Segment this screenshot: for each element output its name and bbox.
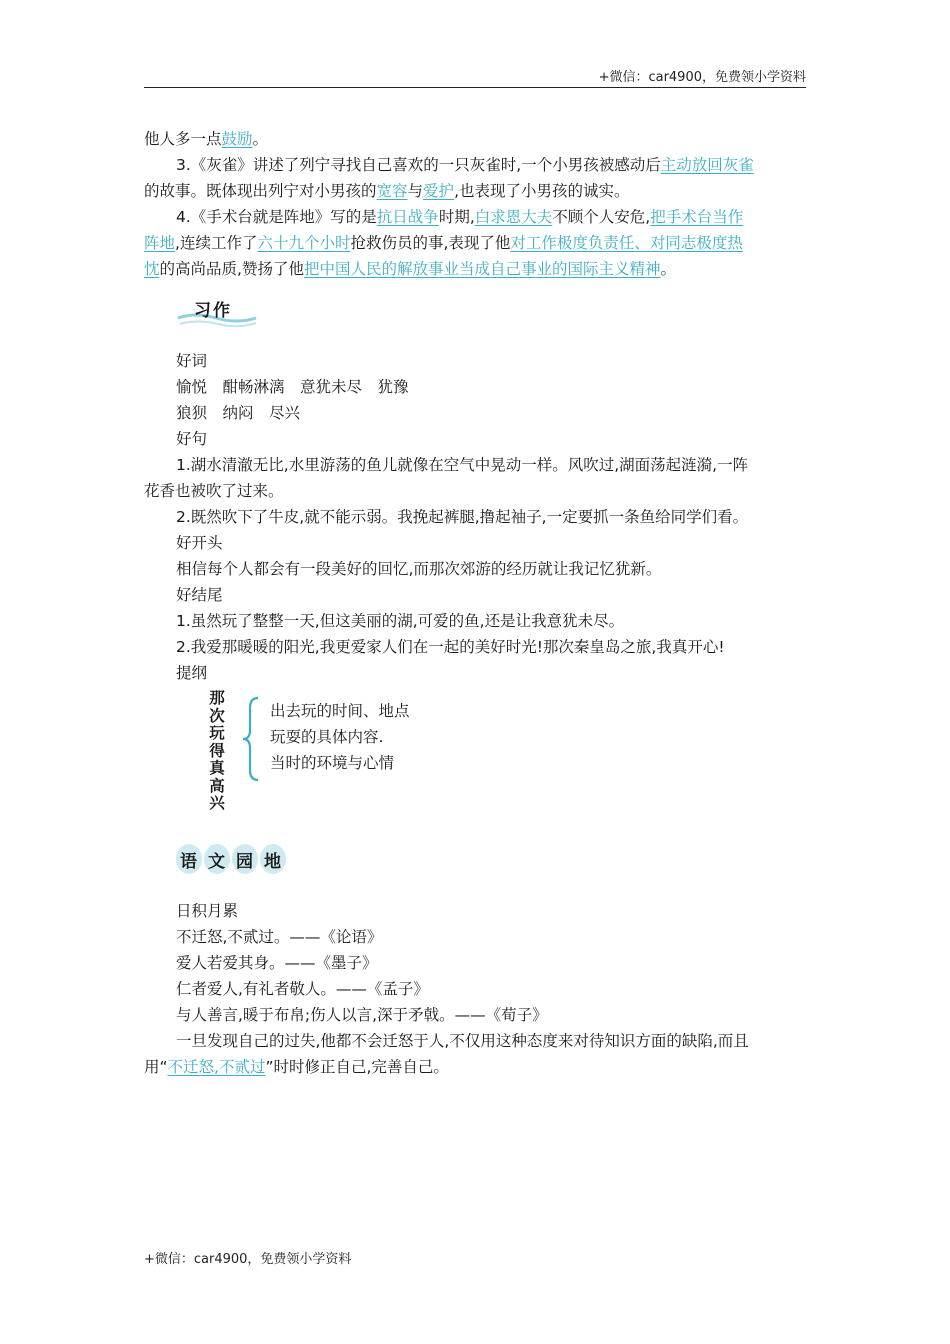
tigang-label: 提纲: [176, 664, 208, 682]
haoci-label: 好词: [176, 352, 208, 370]
xizuo-section: [144, 348, 806, 686]
haoci-row: 狼狈 纳闷 尽兴: [176, 404, 301, 422]
paragraph-4: [144, 204, 806, 282]
outline-item: 当时的环境与心情: [270, 754, 395, 772]
outline-items: [270, 698, 570, 776]
quote-line: 与人善言,暖于布帛;伤人以言,深于矛戟。——《荀子》: [176, 1006, 548, 1024]
outline-title-char: 得: [209, 741, 225, 760]
kaitou-text: 相信每个人都会有一段美好的回忆,而那次郊游的经历就让我记忆犹新。: [176, 560, 662, 578]
yuwen-char: 地: [264, 852, 281, 872]
outline-title-char: 次: [209, 706, 225, 725]
header-text: +微信：car4900，免费领小学资料: [598, 70, 806, 85]
text: 与: [407, 182, 424, 200]
text: 他人多一点: [144, 130, 222, 148]
text: 。: [252, 130, 269, 148]
text: 4.《手术台就是阵地》写的是: [176, 208, 377, 226]
yuwen-section: [144, 898, 806, 1080]
answer-blank: 六十九个小时: [257, 234, 351, 252]
haoju-sentence: [144, 452, 806, 504]
outline-item: 出去玩的时间、地点: [270, 702, 410, 720]
text: 抢救伤员的事,表现了他: [350, 234, 511, 252]
outline-title-char: 真: [209, 759, 225, 777]
answer-blank: 不迁怒,不贰过: [167, 1058, 266, 1076]
answer-blank: 白求恩大夫: [474, 208, 553, 226]
jiewei-sentence: 1.虽然玩了整整一天,但这美丽的湖,可爱的鱼,还是让我意犹未尽。: [176, 612, 625, 630]
xizuo-title: 习作: [194, 301, 232, 321]
text: 用“: [144, 1058, 168, 1076]
kaitou-label: 好开头: [176, 534, 223, 552]
text: 的故事。既体现出列宁对小男孩的: [144, 182, 377, 200]
answer-blank: 主动放回灰雀: [660, 156, 754, 174]
text: 3.《灰雀》讲述了列宁寻找自己喜欢的一只灰雀时,一个小男孩被感动后: [176, 156, 661, 174]
paragraph-3: [144, 152, 806, 204]
text: 一旦发现自己的过失,他都不会迁怒于人,不仅用这种态度来对待知识方面的缺陷,而且: [176, 1032, 749, 1050]
text: 的高尚品质,赞扬了他: [159, 260, 304, 278]
outline-title: [206, 690, 228, 813]
haoju-label: 好句: [176, 430, 208, 448]
haoju-sentence: 2.既然吹下了牛皮,就不能示弱。我挽起裤腿,撸起袖子,一定要抓一条鱼给同学们看。: [176, 508, 749, 526]
haoci-row: 愉悦 酣畅淋漓 意犹未尽 犹豫: [176, 378, 409, 396]
text: ”时时修正自己,完善自己。: [265, 1058, 449, 1076]
text: ,连续工作了: [175, 234, 258, 252]
paragraph-continued: [144, 126, 806, 152]
quote-line: 不迁怒,不贰过。——《论语》: [176, 928, 383, 946]
footer-text: +微信：car4900，免费领小学资料: [144, 1252, 352, 1267]
outline-title-char: 兴: [209, 794, 225, 812]
outline-title-char: 玩: [209, 724, 225, 742]
text: ,也表现了小男孩的诚实。: [454, 182, 630, 200]
jiewei-sentence: 2.我爱那暖暖的阳光,我更爱家人们在一起的美好时光!那次秦皇岛之旅,我真开心!: [176, 638, 725, 656]
quote-line: 仁者爱人,有礼者敬人。——《孟子》: [176, 980, 429, 998]
explanation-paragraph: [144, 1028, 806, 1080]
outline-item: 玩耍的具体内容.: [270, 728, 384, 746]
yuwen-char: 语: [180, 852, 197, 872]
answer-blank: 把中国人民的解放事业当成自己事业的国际主义精神: [303, 260, 661, 278]
text: 。: [660, 260, 676, 278]
curly-brace-icon: [240, 696, 262, 782]
xizuo-badge: [176, 294, 258, 330]
text: 不顾个人安危,: [552, 208, 651, 226]
yuwen-char: 文: [208, 852, 225, 872]
answer-blank: 把手术台当作: [650, 208, 744, 226]
riji-label: 日积月累: [176, 902, 239, 920]
text: 花香也被吹了过来。: [144, 482, 284, 500]
answer-blank: 爱护: [423, 182, 455, 200]
answer-blank: 阵地: [144, 234, 176, 252]
answer-blank: 对工作极度负责任、对同志极度热: [510, 234, 743, 252]
answer-blank: 抗日战争: [376, 208, 439, 226]
header-rule: [144, 87, 806, 88]
answer-blank: 忱: [144, 260, 160, 278]
answer-blank: 宽容: [376, 182, 408, 200]
quote-line: 爱人若爱其身。——《墨子》: [176, 954, 378, 972]
text: 1.湖水清澈无比,水里游荡的鱼儿就像在空气中晃动一样。风吹过,湖面荡起涟漪,一阵: [176, 456, 749, 474]
text: 时期,: [438, 208, 475, 226]
yuwen-badge: [176, 844, 294, 878]
outline-title-char: 高: [209, 776, 225, 795]
yuwen-char: 园: [236, 852, 253, 872]
answer-blank: 鼓励: [221, 130, 253, 148]
summary-section: [144, 126, 806, 282]
jiewei-label: 好结尾: [176, 586, 223, 604]
outline-title-char: 那: [209, 689, 225, 707]
